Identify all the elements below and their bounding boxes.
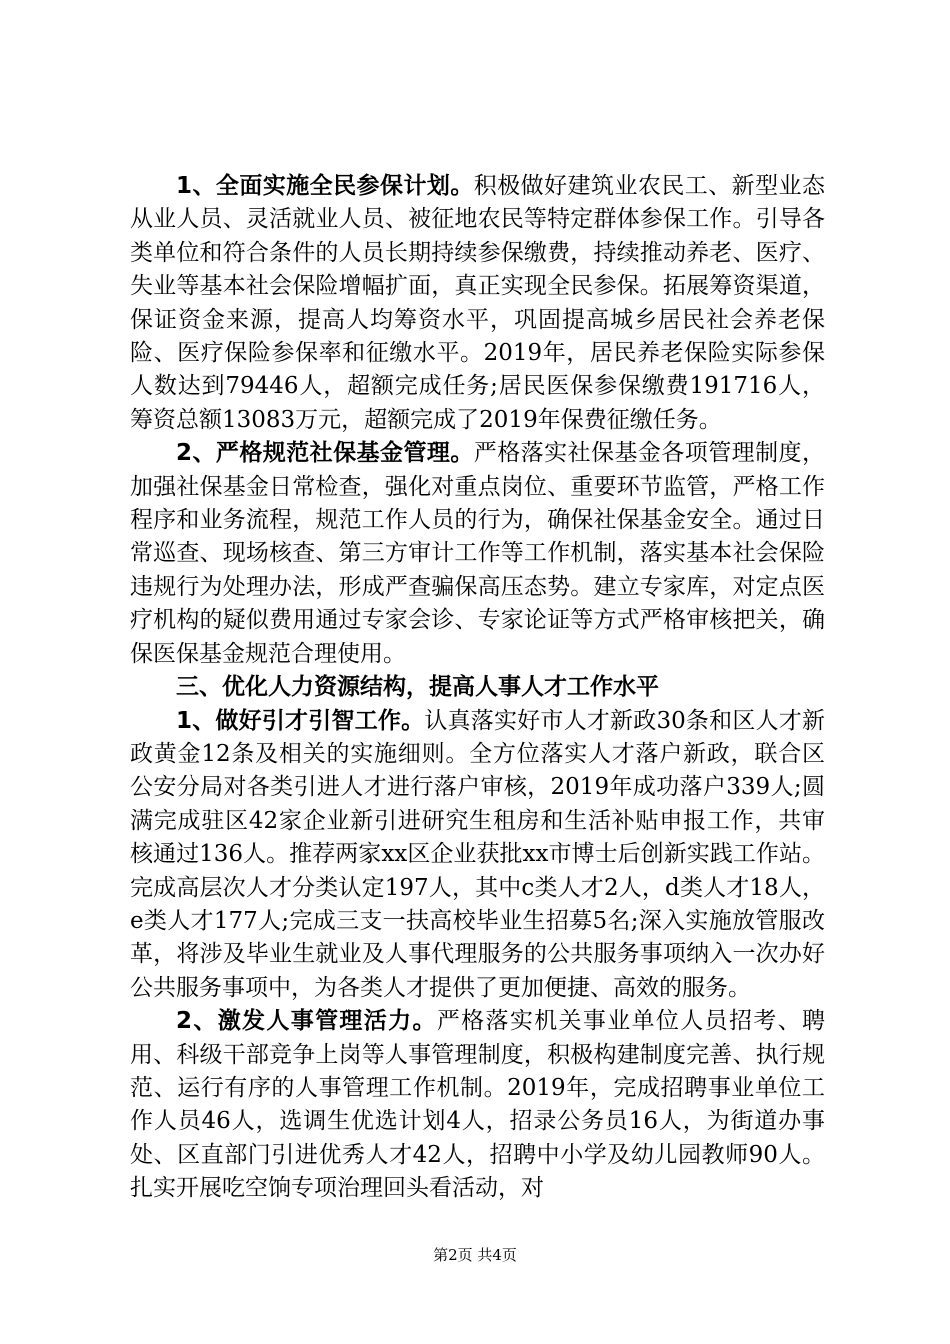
paragraph-lead: 2、严格规范社保基金管理。 bbox=[176, 440, 474, 467]
paragraph-lead: 1、做好引才引智工作。 bbox=[176, 707, 425, 734]
paragraph-text: 严格落实社保基金各项管理制度，加强社保基金日常检查，强化对重点岗位、重要环节监管，严格工作程序和业务流程，规范工作人员的行为，确保社保基金安全。通过日常巡查、现场核查、第三方审计工作等工作机制，落实基本社会保险违规行为处理办法，形成严查骗保高压态势。建立专家库，对定点医疗机构的疑似费用通过专家会诊、专家论证等方式严格审核把关，确保医保基金规范合理使用。 bbox=[130, 440, 825, 667]
document-body bbox=[130, 170, 825, 1206]
paragraph-lead: 2、激发人事管理活力。 bbox=[176, 1008, 437, 1035]
paragraph-text: 严格落实机关事业单位人员招考、聘用、科级干部竞争上岗等人事管理制度，积极构建制度完善、执行规范、运行有序的人事管理工作机制。2019年，完成招聘事业单位工作人员46人，选调生优选计划4人，招录公务员16人，为街道办事处、区直部门引进优秀人才42人，招聘中小学及幼儿园教师90人。扎实开展吃空饷专项治理回头看活动，对 bbox=[130, 1008, 825, 1202]
paragraph-universal-insurance bbox=[130, 170, 825, 437]
paragraph-personnel-management bbox=[130, 1005, 825, 1205]
paragraph-text: 积极做好建筑业农民工、新型业态从业人员、灵活就业人员、被征地农民等特定群体参保工作。引导各类单位和符合条件的人员长期持续参保缴费，持续推动养老、医疗、失业等基本社会保险增幅扩面，真正实现全民参保。拓展筹资渠道，保证资金来源，提高人均筹资水平，巩固提高城乡居民社会养老保险、医疗保险参保率和征缴水平。2019年，居民养老保险实际参保人数达到79446人，超额完成任务;居民医保参保缴费191716人，筹资总额13083万元，超额完成了2019年保费征缴任务。 bbox=[130, 173, 825, 433]
section-heading: 三、优化人力资源结构，提高人事人才工作水平 bbox=[176, 674, 659, 701]
paragraph-text: 认真落实好市人才新政30条和区人才新政黄金12条及相关的实施细则。全方位落实人才落户新政，联合区公安分局对各类引进人才进行落户审核，2019年成功落户339人;圆满完成驻区42家企业新引进研究生租房和生活补贴申报工作，共审核通过136人。推荐两家xx区企业获批xx市博士后创新实践工作站。完成高层次人才分类认定197人，其中c类人才2人，d类人才18人，e类人才177人;完成三支一扶高校毕业生招募5名;深入实施放管服改革，将涉及毕业生就业及人事代理服务的公共服务事项纳入一次办好公共服务事项中，为各类人才提供了更加便捷、高效的服务。 bbox=[130, 707, 825, 1001]
paragraph-lead: 1、全面实施全民参保计划。 bbox=[176, 173, 474, 199]
paragraph-talent-introduction bbox=[130, 705, 825, 1006]
paragraph-fund-management bbox=[130, 437, 825, 671]
page-footer: 第2页 共4页 bbox=[433, 1246, 517, 1264]
